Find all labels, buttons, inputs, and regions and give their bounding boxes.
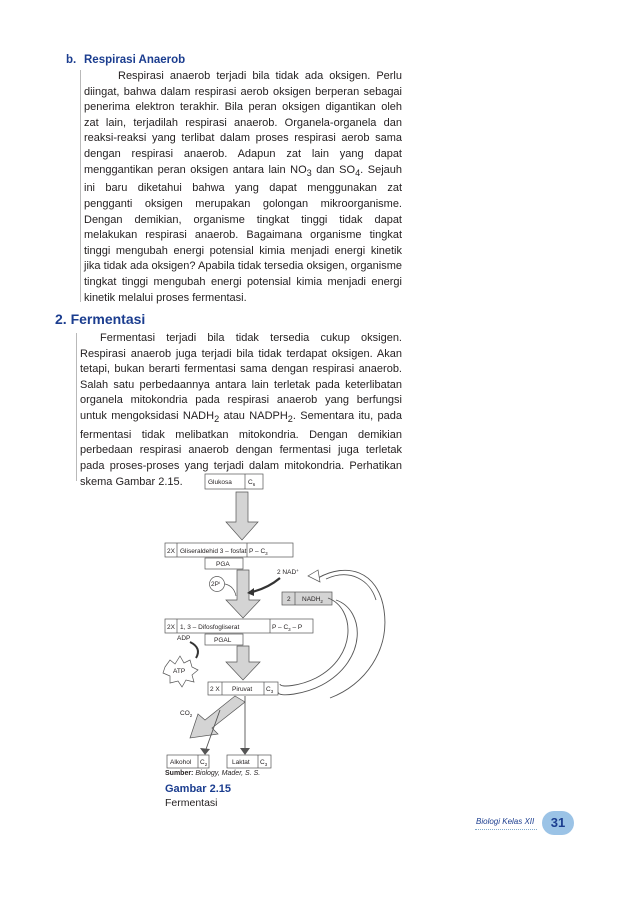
- fermentation-diagram: [150, 470, 400, 770]
- loop-back-to-nad: [318, 570, 385, 698]
- p-c3-p-label: P – $C_3$ – P: [272, 624, 303, 632]
- nadh2-label: $NADH_2$: [302, 596, 323, 604]
- arrow-glukosa-down: [226, 492, 258, 540]
- two-pi-arrow: [225, 584, 236, 596]
- nad-arrow: [252, 578, 280, 592]
- section-b-heading: [66, 54, 185, 66]
- alkohol-label: Alkohol: [170, 759, 192, 766]
- c2-label: $C_2$: [200, 759, 208, 767]
- section-b-left-rule: [80, 70, 81, 302]
- pgal-label: PGAL: [214, 637, 232, 644]
- figure-number: Gambar 2.15: [165, 783, 232, 795]
- p-c3-label: P – $C_3$: [249, 548, 268, 556]
- glukosa-label: Glukosa: [208, 479, 232, 486]
- atp-label: ATP: [173, 668, 186, 675]
- co2-label: $CO_2$: [180, 710, 193, 718]
- section-b-letter: b.: [66, 54, 77, 66]
- footer-divider: [475, 829, 537, 831]
- nad-plus-label: 2 NAD+: [277, 568, 299, 576]
- piruvat-label: Piruvat: [232, 686, 253, 693]
- section-2-left-rule: [76, 333, 77, 481]
- adp-label: ADP: [177, 635, 191, 642]
- figure-source: Sumber: Biology, Mader, S. S.: [165, 770, 261, 777]
- two-x-label-2: 2X: [167, 624, 175, 631]
- arrow-pga-down: [226, 570, 260, 618]
- adp-arrow: [190, 642, 198, 658]
- bisfosfogliserat-label: 1, 3 – Difosfogliserat: [180, 624, 240, 631]
- nadh2-count: 2: [287, 596, 291, 603]
- section-b-title: Respirasi Anaerob: [84, 54, 186, 66]
- section-2-heading: [55, 311, 145, 327]
- two-x-label-1: 2X: [167, 548, 175, 555]
- c3-label: $C_3$: [266, 686, 274, 694]
- section-b-paragraph: Respirasi anaerob terjadi bila tidak ada oksigen. Perlu diingat, bahwa dalam respirasi aerob oksigen berperan sebagai penerima elektron terakhir. Bila peran oksigen digantikan oleh zat lain, terjadilah respirasi anaerob. Organela-organela dan reaksi-reaksi yang terlibat dalam proses respirasi aerob sama dengan respirasi anaerob. Adapun zat lain yang dapat menggantikan peran oksigen antara lain $NO_3$ dan $SO_4$. Sejauh ini baru diketahui bahwa yang dapat menggunakan zat pengganti oksigen merupakan golongan mikroorganisme. Dengan demikian, organisme tingkat tinggi tidak dapat melakukan respirasi anaerob. Bagaimana organisme tingkat tinggi mengubah energi potensial kimia menjadi energi kinetik jika tidak ada oksigen? Apabila tidak tersedia oksigen, organisme tingkat tinggi mengubah energi potensial kimia menjadi energi kinetik melalui proses fermentasi.: [84, 70, 402, 304]
- two-x-label-3: 2 X: [210, 686, 220, 693]
- laktat-label: Laktat: [232, 759, 250, 766]
- figure-description: Fermentasi: [165, 797, 218, 809]
- loop-inner: [280, 598, 348, 686]
- c6-label: $C_6$: [248, 479, 256, 487]
- section-2-number: 2.: [55, 311, 67, 327]
- footer-book-title: Biologi Kelas XII: [476, 817, 535, 826]
- section-2-paragraph: Fermentasi terjadi bila tidak tersedia cukup oksigen. Respirasi anaerob juga terjadi bila tidak terdapat oksigen. Akan tetapi, bukan berarti fermentasi sama dengan respirasi anaerob. Salah satu perbedaannya antara lain terletak pada keterlibatan organela mitokondria pada respirasi anaerob yang berfungsi untuk mengoksidasi $NADH_2$ atau $NADPH_2$. Sementara itu, pada fermentasi tidak melibatkan mitokondria. Dengan demikian perbedaan respirasi anaerob dengan fermentasi juga terletak pada proses-proses yang terjadi dalam mitokondria. Perhatikan skema Gambar 2.15.: [80, 332, 402, 488]
- c3b-label: $C_3$: [260, 759, 268, 767]
- arrow-pgal-down: [226, 646, 260, 680]
- loop-outer: [278, 600, 357, 695]
- two-pi-label: $2P^i$: [211, 580, 220, 588]
- pga-label: PGA: [216, 561, 230, 568]
- section-2-title: Fermentasi: [70, 311, 146, 327]
- gliseraldehid-label: Gliseraldehid 3 – fosfat: [180, 548, 247, 555]
- page-number: 31: [542, 811, 574, 835]
